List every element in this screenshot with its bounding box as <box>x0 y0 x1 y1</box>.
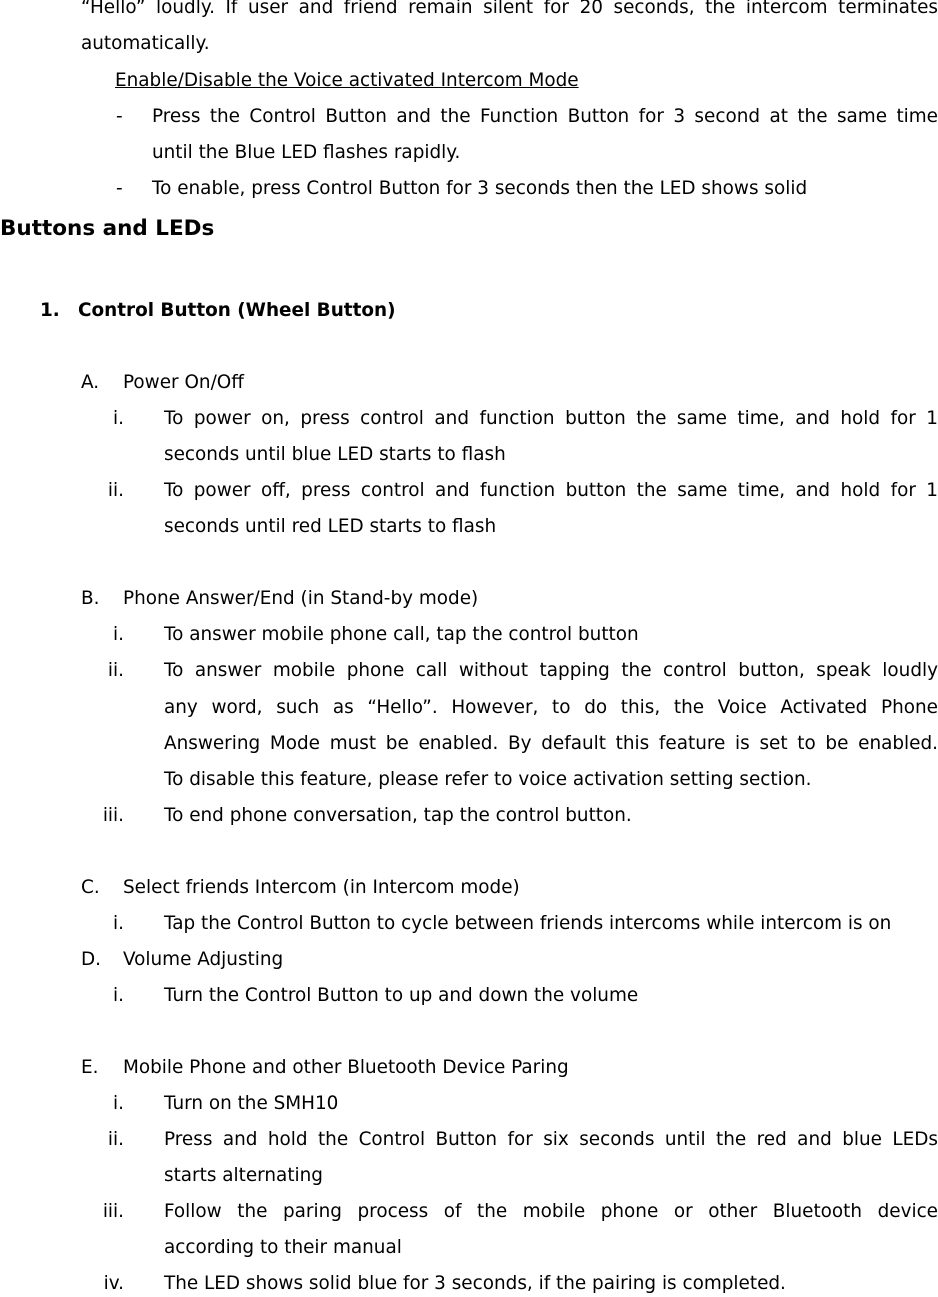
a-i-marker: i. <box>113 408 124 429</box>
d-i-line-1: Turn the Control Button to up and down the volume <box>164 985 639 1006</box>
e-title: Mobile Phone and other Bluetooth Device Paring <box>123 1057 569 1078</box>
dash-marker: - <box>116 106 123 127</box>
e-iii-line-2: according to their manual <box>164 1237 402 1258</box>
e-iii-line-1: Follow the paring process of the mobile phone or other Bluetooth device <box>164 1201 938 1222</box>
e-iii-marker: iii. <box>102 1201 124 1222</box>
a-ii-marker: ii. <box>107 480 124 501</box>
item-1-marker: 1. <box>40 300 60 321</box>
c-i-marker: i. <box>113 913 124 934</box>
e-iv-marker: iv. <box>103 1273 124 1294</box>
d-i-marker: i. <box>113 985 124 1006</box>
a-ii-line-1: To power off, press control and function button the same time, and hold for 1 <box>164 480 938 501</box>
e-i-line-1: Turn on the SMH10 <box>164 1093 339 1114</box>
b-ii-line-3: Answering Mode must be enabled. By default this feature is set to be enabled. <box>164 733 938 754</box>
d-title: Volume Adjusting <box>123 949 284 970</box>
b-ii-marker: ii. <box>107 660 124 681</box>
c-title: Select friends Intercom (in Intercom mode) <box>123 877 520 898</box>
a-i-line-2: seconds until blue LED starts to flash <box>164 444 506 465</box>
b-ii-line-1: To answer mobile phone call without tapping the control button, speak loudly <box>164 660 938 681</box>
section-title: Buttons and LEDs <box>0 216 215 241</box>
intro-line-2: automatically. <box>81 33 210 54</box>
dash-marker: - <box>116 178 123 199</box>
b-ii-line-4: To disable this feature, please refer to voice activation setting section. <box>164 769 812 790</box>
b-marker: B. <box>81 588 100 609</box>
a-ii-line-2: seconds until red LED starts to flash <box>164 516 497 537</box>
d-marker: D. <box>81 949 102 970</box>
intro-line-1: “Hello” loudly. If user and friend remain silent for 20 seconds, the intercom terminates <box>81 0 938 18</box>
voice-mode-heading: Enable/Disable the Voice activated Intercom Mode <box>115 70 579 91</box>
bullet-2: To enable, press Control Button for 3 seconds then the LED shows solid <box>152 178 808 199</box>
e-ii-line-1: Press and hold the Control Button for six seconds until the red and blue LEDs <box>164 1129 938 1150</box>
b-iii-line-1: To end phone conversation, tap the control button. <box>164 805 632 826</box>
a-i-line-1: To power on, press control and function button the same time, and hold for 1 <box>164 408 938 429</box>
e-marker: E. <box>81 1057 99 1078</box>
b-ii-line-2: any word, such as “Hello”. However, to do this, the Voice Activated Phone <box>164 697 938 718</box>
c-marker: C. <box>81 877 100 898</box>
a-title: Power On/Off <box>123 372 244 393</box>
item-1-title: Control Button (Wheel Button) <box>78 300 396 321</box>
c-i-line-1: Tap the Control Button to cycle between friends intercoms while intercom is on <box>164 913 892 934</box>
bullet-1-line-1: Press the Control Button and the Function Button for 3 second at the same time <box>152 106 938 127</box>
a-marker: A. <box>81 372 100 393</box>
e-iv-line-1: The LED shows solid blue for 3 seconds, if the pairing is completed. <box>164 1273 786 1294</box>
e-ii-marker: ii. <box>107 1129 124 1150</box>
e-i-marker: i. <box>113 1093 124 1114</box>
b-iii-marker: iii. <box>102 805 124 826</box>
e-ii-line-2: starts alternating <box>164 1165 323 1186</box>
b-i-marker: i. <box>113 624 124 645</box>
bullet-1-line-2: until the Blue LED flashes rapidly. <box>152 142 461 163</box>
b-title: Phone Answer/End (in Stand-by mode) <box>123 588 479 609</box>
b-i-line-1: To answer mobile phone call, tap the control button <box>164 624 639 645</box>
